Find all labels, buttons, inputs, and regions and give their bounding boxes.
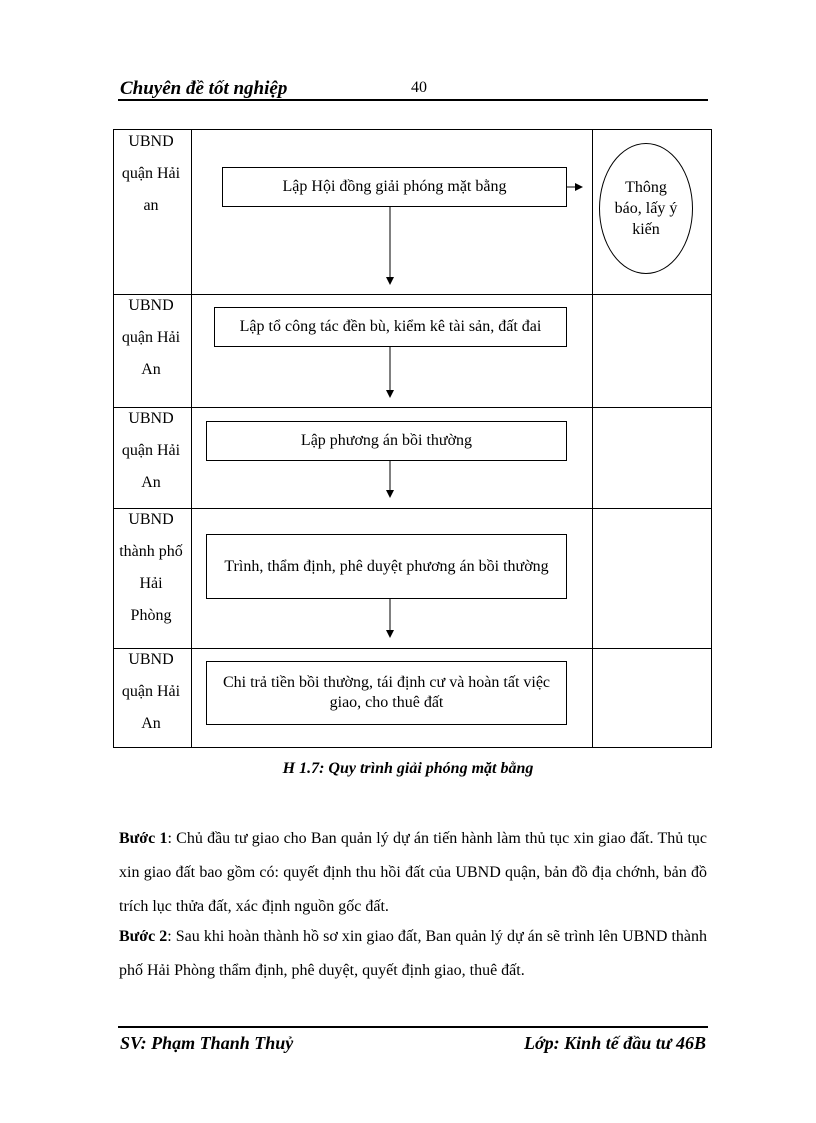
agency-cell: UBND quận Hải an [121, 133, 181, 214]
step1-text: : Chủ đầu tư giao cho Ban quản lý dự án tiến hành làm thủ tục xin giao đất. Thủ tục xin giao đất bao gồm có: quyết định thu hồi đất của UBND quận, bản đồ địa chớnh, bản đồ trích lục thửa đất, xác định nguồn gốc đất. [119, 830, 708, 915]
student-name: SV: Phạm Thanh Thuỷ [120, 1033, 294, 1053]
agency-cell: UBND quận Hải An [121, 410, 181, 491]
footer-rule [118, 1026, 708, 1028]
consultation-ellipse: Thông báo, lấy ý kiến [599, 143, 693, 274]
step2-label: Bước 2 [119, 928, 168, 945]
agency-cell: UBND quận Hải An [121, 651, 181, 732]
step2-text: : Sau khi hoàn thành hồ sơ xin giao đất, Ban quản lý dự án sẽ trình lên UBND thành phố Hải Phòng thẩm định, phê duyệt, quyết định giao, thuê đất. [119, 928, 707, 979]
document-title: Chuyên đề tốt nghiệp [120, 78, 288, 99]
process-step-box: Chi trả tiền bồi thường, tái định cư và hoàn tất việc giao, cho thuê đất [206, 661, 567, 725]
process-step-box: Lập phương án bồi thường [206, 421, 567, 461]
page-number: 40 [411, 79, 427, 96]
step1-label: Bước 1 [119, 830, 168, 847]
process-step-box: Lập Hội đồng giải phóng mặt bằng [222, 167, 567, 207]
class-name: Lớp: Kinh tế đầu tư 46B [524, 1033, 706, 1053]
process-step-box: Trình, thẩm định, phê duyệt phương án bồi thường [206, 534, 567, 599]
agency-cell: UBND thành phố Hải Phòng [119, 511, 183, 624]
agency-cell: UBND quận Hải An [121, 297, 181, 378]
figure-caption: H 1.7: Quy trình giải phóng mặt bằng [282, 760, 534, 777]
step2-paragraph [119, 920, 707, 988]
process-step-box: Lập tổ công tác đền bù, kiểm kê tài sản, đất đai [214, 307, 567, 347]
step1-paragraph [119, 822, 707, 924]
